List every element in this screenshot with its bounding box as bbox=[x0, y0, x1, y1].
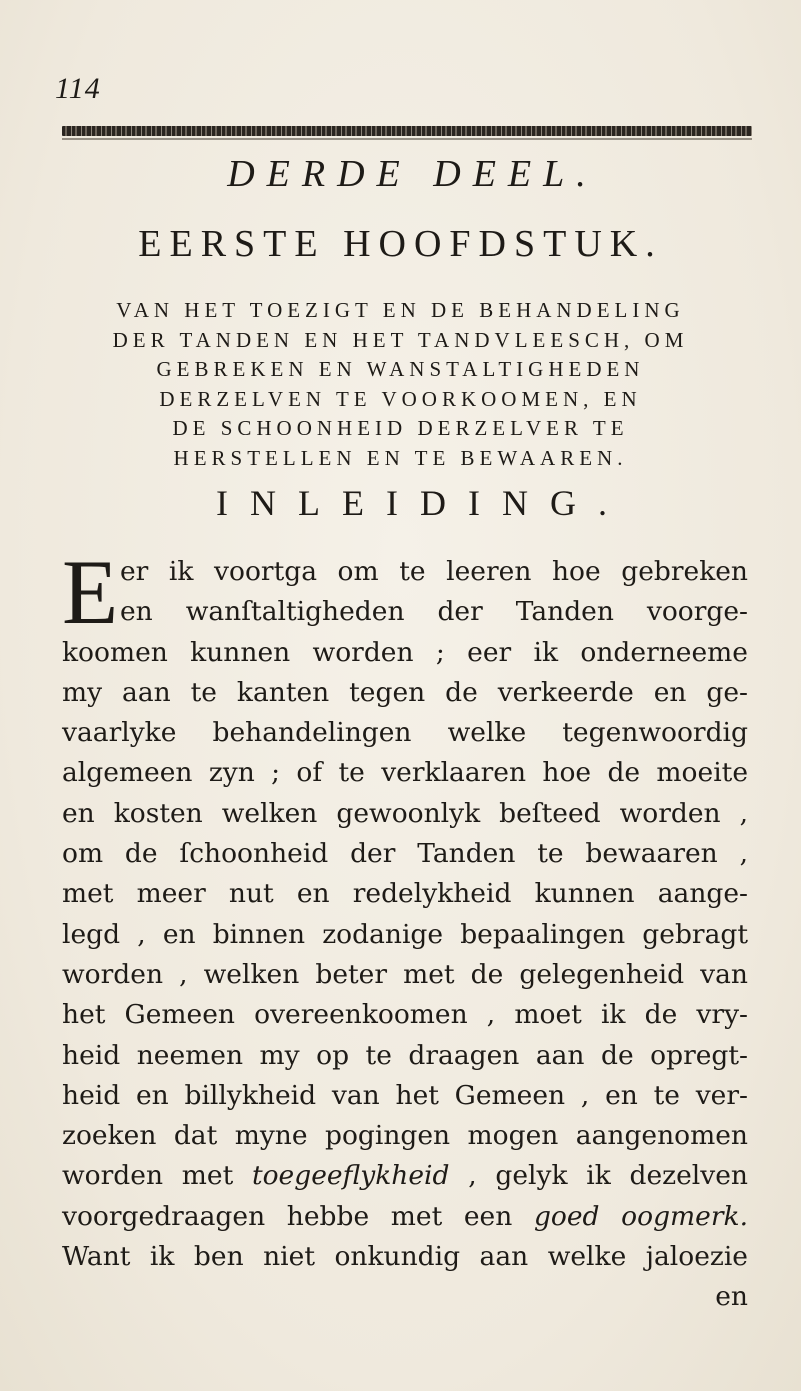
text-line: algemeen zyn ; of te verklaaren hoe de moeite bbox=[62, 757, 748, 789]
italic-text: goed oogmerk. bbox=[533, 1200, 748, 1232]
subtitle-line: GEBREKEN EN WANSTALTIGHEDEN bbox=[156, 357, 645, 381]
part-title: DERDE DEEL. bbox=[227, 153, 598, 195]
subtitle-line: VAN HET TOEZIGT EN DE BEHANDELING bbox=[116, 298, 685, 322]
text-line: met meer nut en redelykheid kunnen aange- bbox=[62, 878, 748, 910]
text-line: worden , welken beter met de gelegenheid van bbox=[62, 958, 748, 990]
drop-cap: E bbox=[62, 541, 119, 643]
section-heading: INLEIDING. bbox=[216, 483, 629, 523]
catchword: en bbox=[715, 1281, 748, 1313]
text-line: heid en billykheid van het Gemeen , en te ver- bbox=[62, 1079, 748, 1111]
body-text bbox=[62, 541, 748, 1318]
chapter-title: EERSTE HOOFDSTUK. bbox=[138, 223, 663, 265]
subtitle-line: DERZELVEN TE VOORKOOMEN, EN bbox=[159, 386, 642, 411]
text-line: Want ik ben niet onkundig aan welke jaloezie bbox=[62, 1241, 748, 1273]
text-line bbox=[62, 1197, 748, 1237]
subtitle-line: DE SCHOONHEID DERZELVER TE bbox=[172, 416, 629, 440]
text-segment: , gelyk ik dezelven bbox=[449, 1160, 748, 1192]
text-line: en kosten welken gewoonlyk beſteed worden , bbox=[62, 797, 748, 829]
text-segment: voorgedraagen hebbe met een bbox=[62, 1200, 534, 1232]
header-ornament-rule bbox=[62, 138, 752, 140]
text-line: my aan te kanten tegen de verkeerde en ge- bbox=[62, 676, 748, 708]
text-line: er ik voortga om te leeren hoe gebreken bbox=[120, 556, 748, 587]
text-segment: worden met bbox=[62, 1160, 252, 1192]
subtitle-line: DER TANDEN EN HET TANDVLEESCH, OM bbox=[112, 327, 689, 352]
subtitle-line: HERSTELLEN EN TE BEWAAREN. bbox=[173, 445, 628, 470]
italic-text: toegeeflykheid bbox=[251, 1160, 450, 1192]
header-ornament-band bbox=[62, 126, 752, 136]
text-line: en wanſtaltigheden der Tanden voorge- bbox=[120, 596, 748, 628]
text-line: het Gemeen overeenkoomen , moet ik de vry- bbox=[62, 999, 748, 1031]
text-line bbox=[62, 1156, 748, 1196]
text-line: zoeken dat myne pogingen mogen aangenomen bbox=[62, 1120, 748, 1152]
page-number: 114 bbox=[55, 72, 101, 105]
text-line: vaarlyke behandelingen welke tegenwoordig bbox=[62, 717, 748, 749]
chapter-subtitle bbox=[0, 296, 801, 473]
text-line: om de ſchoonheid der Tanden te bewaaren , bbox=[62, 838, 748, 870]
text-line: koomen kunnen worden ; eer ik onderneeme bbox=[62, 636, 748, 668]
text-line: legd , en binnen zodanige bepaalingen gebragt bbox=[62, 918, 748, 950]
text-line: heid neemen my op te draagen aan de opregt- bbox=[62, 1039, 748, 1071]
